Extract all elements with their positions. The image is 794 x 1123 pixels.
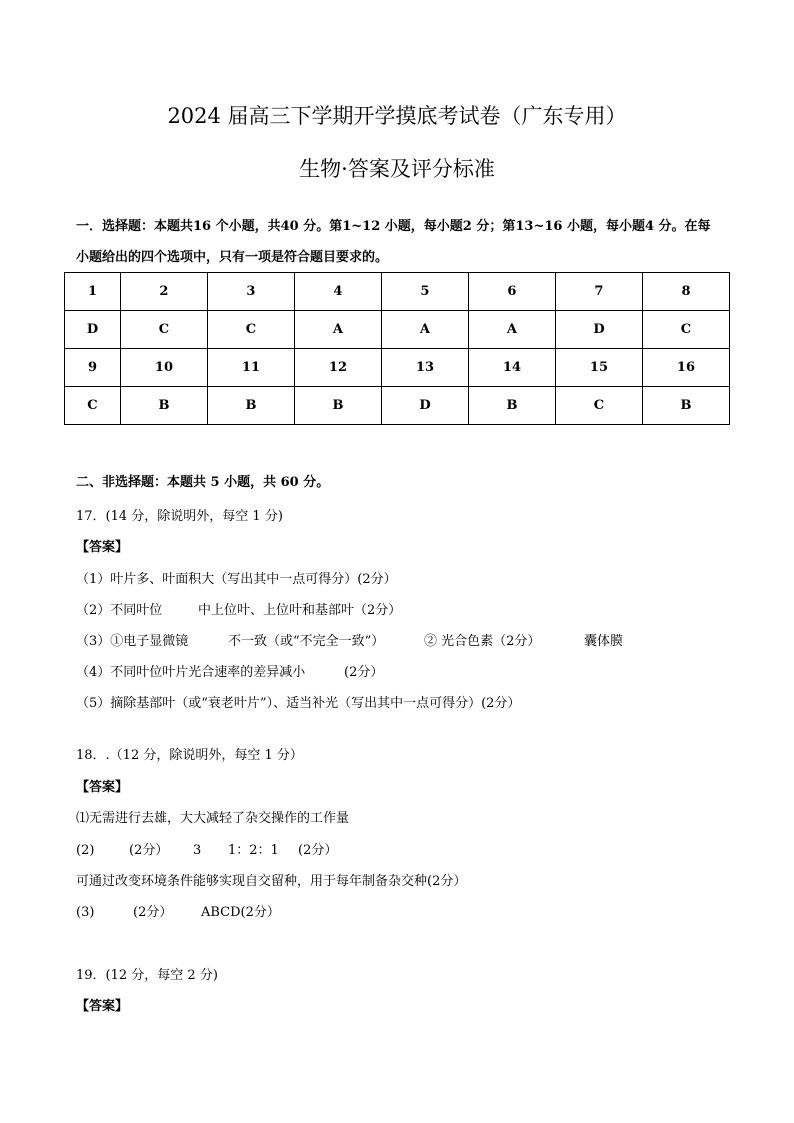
table-cell: A bbox=[381, 311, 468, 349]
q18-line2 bbox=[76, 842, 337, 860]
document-subtitle: 生物·答案及评分标准 bbox=[299, 157, 495, 181]
q18-line2-part4: 1：2：1 bbox=[228, 843, 279, 858]
q17-line4 bbox=[76, 664, 383, 682]
table-cell: 2 bbox=[120, 273, 207, 311]
table-cell: 4 bbox=[294, 273, 381, 311]
q18-answer-label: 【答案】 bbox=[76, 780, 129, 795]
q18-header: 18．.（12 分，除说明外，每空 1 分） bbox=[76, 748, 303, 763]
q17-line3 bbox=[76, 633, 623, 651]
table-cell: D bbox=[65, 311, 121, 349]
q18-line4-part1: (3) bbox=[76, 905, 95, 920]
table-cell: B bbox=[294, 387, 381, 425]
q18-line3: 可通过改变环境条件能够实现自交留种，用于每年制备杂交种(2分） bbox=[76, 874, 467, 889]
table-cell: B bbox=[207, 387, 294, 425]
table-cell: 16 bbox=[642, 349, 729, 387]
q18-line2-part1: (2) bbox=[76, 843, 95, 858]
table-cell: 14 bbox=[468, 349, 555, 387]
table-cell: A bbox=[294, 311, 381, 349]
q17-line3-part4: 囊体膜 bbox=[584, 634, 624, 649]
q17-line2 bbox=[76, 602, 401, 620]
table-cell: 3 bbox=[207, 273, 294, 311]
table-row bbox=[65, 311, 730, 349]
table-cell: C bbox=[642, 311, 729, 349]
q19-header: 19．(12 分，每空 2 分) bbox=[76, 968, 218, 983]
q18-line2-part3: 3 bbox=[193, 843, 202, 858]
q17-line3-part1: （3）①电子显微镜 bbox=[76, 634, 189, 649]
table-cell: 5 bbox=[381, 273, 468, 311]
table-cell: C bbox=[65, 387, 121, 425]
table-cell: B bbox=[120, 387, 207, 425]
q17-line3-part2: 不一致（或“不完全一致”） bbox=[228, 634, 385, 649]
table-cell: 12 bbox=[294, 349, 381, 387]
q18-line2-part2: (2分） bbox=[129, 843, 169, 858]
q18-line1: ⑴无需进行去雄，大大减轻了杂交操作的工作量 bbox=[76, 811, 350, 826]
table-cell: 15 bbox=[555, 349, 642, 387]
table-cell: B bbox=[642, 387, 729, 425]
q19-answer-label: 【答案】 bbox=[76, 999, 129, 1014]
section1-instructions-line1: 一．选择题：本题共16 个小题，共40 分。第1~12 小题，每小题2 分；第13~16 小题，每小题4 分。在每 bbox=[76, 219, 711, 234]
table-cell: A bbox=[468, 311, 555, 349]
table-cell: 1 bbox=[65, 273, 121, 311]
q17-line1: （1）叶片多、叶面积大（写出其中一点可得分）(2分） bbox=[76, 572, 397, 587]
table-cell: B bbox=[468, 387, 555, 425]
q17-line2-part1: （2）不同叶位 bbox=[76, 603, 163, 618]
table-cell: 8 bbox=[642, 273, 729, 311]
table-cell: C bbox=[555, 387, 642, 425]
q17-line4-part1: （4）不同叶位叶片光合速率的差异减小 bbox=[76, 665, 306, 680]
table-cell: 10 bbox=[120, 349, 207, 387]
table-cell: 6 bbox=[468, 273, 555, 311]
document-title: 2024 届高三下学期开学摸底考试卷（广东专用） bbox=[167, 104, 627, 128]
table-row bbox=[65, 349, 730, 387]
table-cell: C bbox=[207, 311, 294, 349]
section2-heading: 二、非选择题：本题共 5 小题，共 60 分。 bbox=[76, 475, 330, 490]
table-row bbox=[65, 273, 730, 311]
q17-header: 17．(14 分，除说明外，每空 1 分) bbox=[76, 509, 283, 524]
q17-answer-label: 【答案】 bbox=[76, 540, 129, 555]
table-cell: C bbox=[120, 311, 207, 349]
q17-line5: （5）摘除基部叶（或“衰老叶片”）、适当补光（写出其中一点可得分）(2分） bbox=[76, 696, 521, 711]
table-cell: 11 bbox=[207, 349, 294, 387]
q18-line4-part2: (2分） bbox=[133, 905, 173, 920]
answer-table bbox=[64, 272, 730, 425]
table-cell: 13 bbox=[381, 349, 468, 387]
table-cell: 9 bbox=[65, 349, 121, 387]
section1-instructions-line2: 小题给出的四个选项中，只有一项是符合题目要求的。 bbox=[76, 250, 389, 265]
table-cell: D bbox=[555, 311, 642, 349]
q18-line4 bbox=[76, 904, 280, 922]
q18-line2-part5: (2分） bbox=[298, 843, 338, 858]
table-row bbox=[65, 387, 730, 425]
table-cell: 7 bbox=[555, 273, 642, 311]
q17-line2-part2: 中上位叶、上位叶和基部叶（2分） bbox=[198, 603, 402, 618]
table-cell: D bbox=[381, 387, 468, 425]
q18-line4-part3: ABCD(2分） bbox=[201, 905, 280, 920]
q17-line4-part2: (2分） bbox=[344, 665, 384, 680]
q17-line3-part3: ② 光合色素（2分） bbox=[424, 634, 541, 649]
